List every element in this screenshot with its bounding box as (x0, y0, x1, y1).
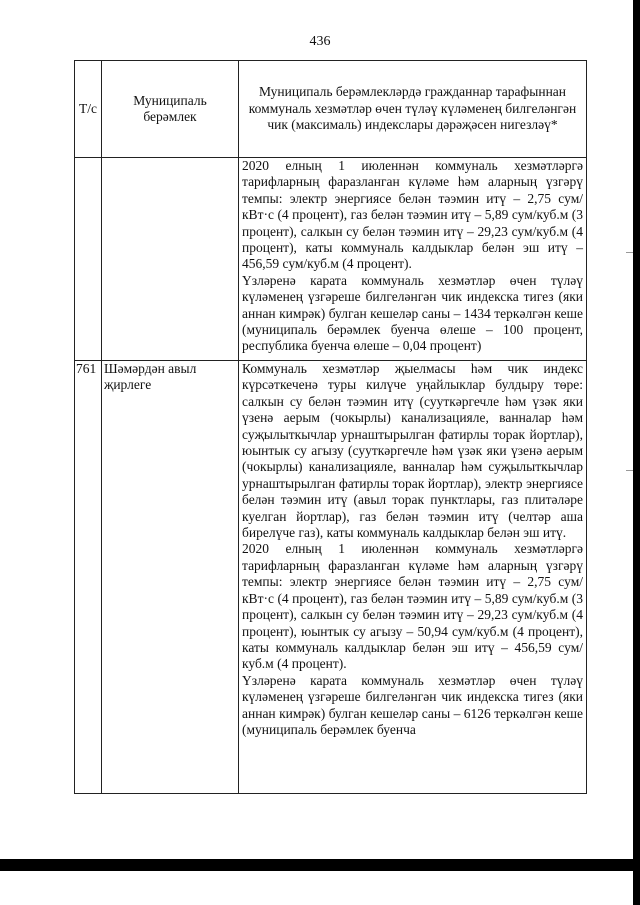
page-number: 436 (309, 34, 331, 49)
table-row (75, 361, 587, 794)
scan-bottom-band (0, 859, 640, 871)
indices-table (74, 60, 587, 794)
row-paragraph: Коммуналь хезмәтләр җыелмасы һәм чик индекс күрсәткеченә туры килүче уңайлыклар булдыру төре: салкын су белән тәэмин итү (сууткәргечле һәм үзәк яки үзенә аерым (чокырлы) канализацияле, ванналар һәм суҗылыткычлар урнаштырылган фатирлы торак йортлар), юынтык су агызу (сууткәргечле һәм үзәк яки үзенә аерым (чокырлы) канализацияле, ванналар һәм суҗылыткычлар урнаштырылган фатирлы торак йортлар), электр энергиясе белән тәэмин итү (авыл торак пунктлары, газ плитәләре куелган йортлар), газ белән тәэмин итү (челтәр аша бирелүче газ), каты коммуналь калдыклар белән эш итү. (242, 361, 583, 541)
row-municipality: Шәмәрдән авыл җирлеге (102, 361, 239, 794)
row-number (75, 158, 102, 361)
row-indices-cell (239, 361, 587, 794)
header-num: Т/с (75, 61, 102, 158)
table-header-row (75, 61, 587, 158)
row-paragraph: Үзләренә карата коммуналь хезмәтләр өчен түләү күләменең үзгәреше билгеләнгән чик индекска тигез (яки аннан кимрәк) булган кешеләр саны – 1434 теркәлгән кеше (муниципаль берәмлек буенча өлеше – 100 процент, республика буенча өлеше – 0,04 процент) (242, 272, 583, 354)
scan-mark (626, 470, 633, 471)
row-paragraph: 2020 елның 1 июленнән коммуналь хезмәтләргә тарифларның фаразланган күләме һәм аларның үзгәрү темпы: электр энергиясе белән тәэмин итү – 2,75 сум/кВт·с (4 процент), газ белән тәэмин итү – 5,89 сум/куб.м (3 процент), салкын су белән тәэмин итү – 29,23 сум/куб.м (4 процент), каты коммуналь калдыклар белән эш итү – 456,59 сум/куб.м (4 процент). (242, 158, 583, 272)
scan-side-edge (633, 0, 640, 905)
row-paragraph: Үзләренә карата коммуналь хезмәтләр өчен түләү күләменең үзгәреше билгеләнгән чик индекска тигез (яки аннан кимрәк) булган кешеләр саны – 6126 теркәлгән кеше (муниципаль берәмлек буенча (242, 672, 583, 737)
header-municipality: Муниципаль берәмлек (102, 61, 239, 158)
table-row (75, 158, 587, 361)
row-municipality (102, 158, 239, 361)
scan-mark (626, 252, 633, 253)
row-indices-cell (239, 158, 587, 361)
header-indices: Муниципаль берәмлекләрдә гражданнар тарафыннан коммуналь хезмәтләр өчен түләү күләменең билгеләнгән чик (максималь) индекслары дәрәҗәсен нигезләү* (239, 61, 587, 158)
row-number: 761 (75, 361, 102, 794)
row-paragraph: 2020 елның 1 июленнән коммуналь хезмәтләргә тарифларның фаразланган күләме һәм аларның үзгәрү темпы: электр энергиясе белән тәэмин итү – 2,75 сум/кВт·с (4 процент), газ белән тәэмин итү – 5,89 сум/куб.м (3 процент), салкын су белән тәэмин итү – 29,23 сум/куб.м (4 процент), юынтык су агызу – 50,94 сум/куб.м (4 процент), каты коммуналь калдыклар белән эш итү – 456,59 сум/куб.м (4 процент). (242, 541, 583, 672)
